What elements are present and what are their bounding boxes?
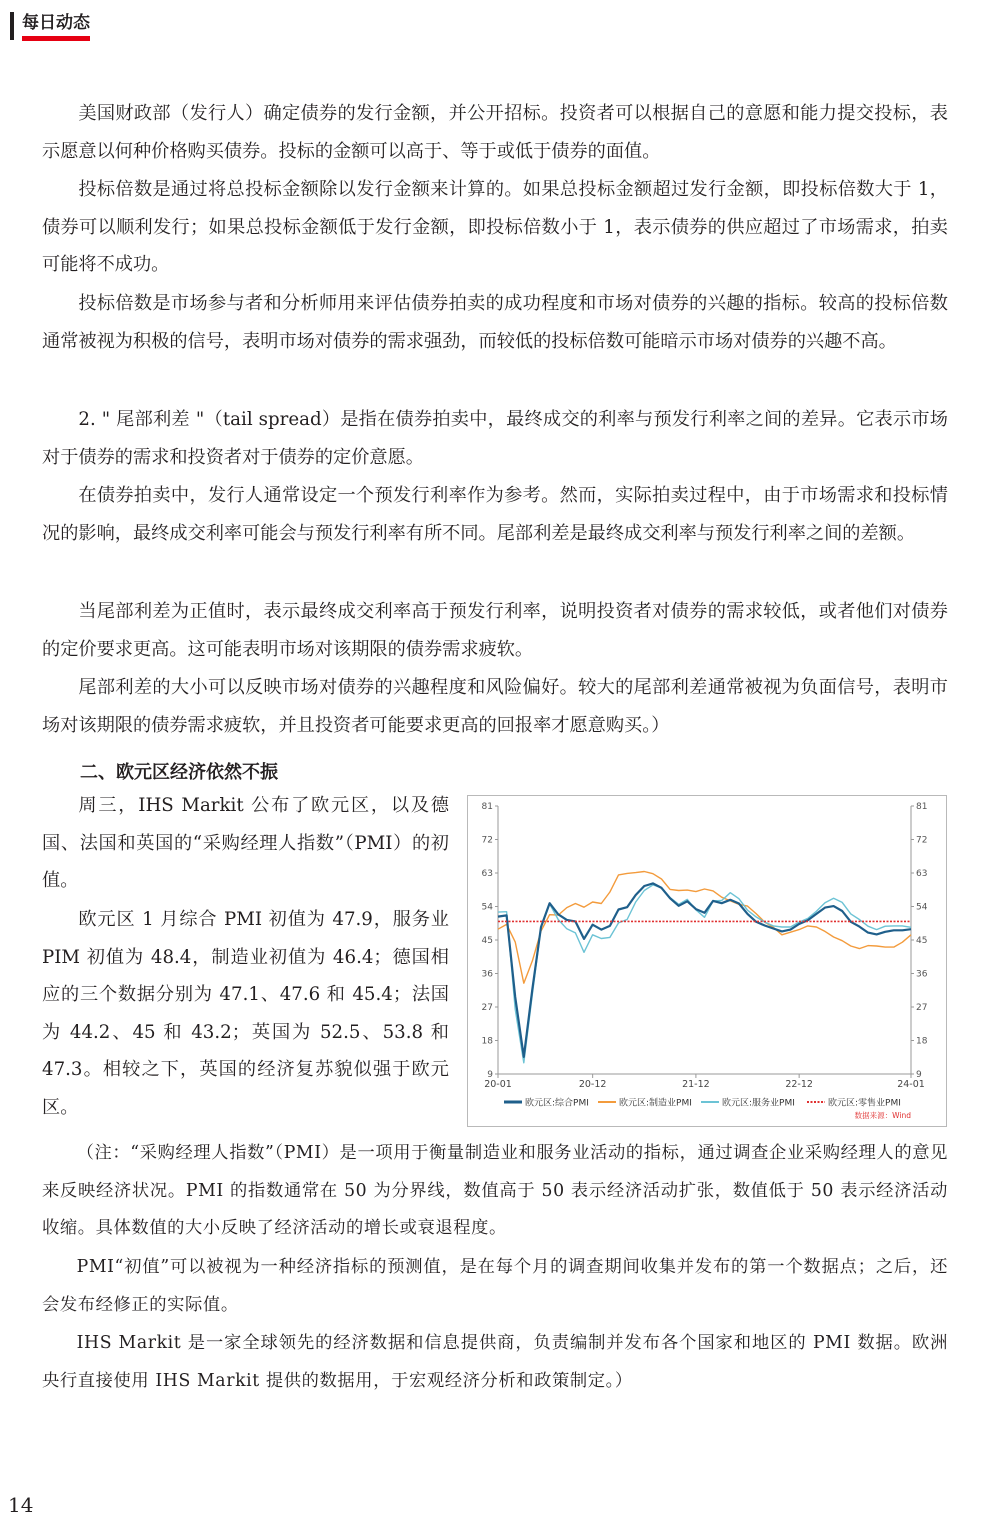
note-paragraph-1: （注：“采购经理人指数”（PMI）是一项用于衡量制造业和服务业活动的指标，通过调查企业采购经理人的意见来反映经济状况。PMI 的指数通常在 50 为分界线，数值高于 50 表示经济活动扩张，数值低于 50 表示经济活动收缩。具体数值的大小反映了经济活动的增长或衰退程度。	[42, 1143, 948, 1238]
x-tick-label: 20-01	[484, 1079, 512, 1090]
x-tick-label: 21-12	[682, 1079, 710, 1090]
pmi-chart-svg	[468, 796, 946, 1126]
side-paragraph-2: 欧元区 1 月综合 PMI 初值为 47.9，服务业 PIM 初值为 48.4，制造业初值为 46.4；德国相应的三个数据分别为 47.1、47.6 和 45.4；法国为 44.2、45 和 43.2；英国为 52.5、53.8 和 47.3。相较之下，英国的经济复苏貌似强于欧元区。	[42, 909, 449, 1118]
pmi-chart	[467, 795, 947, 1127]
series-line-composite	[498, 883, 911, 1057]
y-tick-label-right: 45	[916, 936, 928, 946]
paragraph-6: 当尾部利差为正值时，表示最终成交利率高于预发行利率，说明投资者对债券的需求较低，或者他们对债券的定价要求更高。这可能表明市场对该期限的债券需求疲软。	[42, 601, 948, 660]
y-tick-label-right: 9	[916, 1070, 922, 1080]
y-tick-label-left: 45	[481, 936, 493, 946]
paragraph-5: 在债券拍卖中，发行人通常设定一个预发行利率作为参考。然而，实际拍卖过程中，由于市场需求和投标情况的影响，最终成交利率可能会与预发行利率有所不同。尾部利差是最终成交利率与预发行利率之间的差额。	[42, 485, 948, 544]
y-tick-label-right: 63	[916, 869, 928, 879]
y-tick-label-left: 54	[481, 902, 493, 913]
y-tick-label-right: 27	[916, 1003, 928, 1013]
paragraph-2: 投标倍数是通过将总投标金额除以发行金额来计算的。如果总投标金额超过发行金额，即投标倍数大于 1，债券可以顺利发行；如果总投标金额低于发行金额，即投标倍数小于 1，表示债券的供应超过了市场需求，拍卖可能将不成功。	[42, 179, 948, 275]
y-tick-label-left: 81	[481, 802, 493, 812]
header-title: 每日动态	[22, 13, 90, 33]
series-line-manufacturing	[498, 872, 911, 984]
y-tick-label-right: 54	[916, 902, 928, 913]
legend-label-retail: 欧元区:零售业PMI	[828, 1098, 901, 1109]
x-tick-label: 24-01	[897, 1079, 925, 1090]
y-tick-label-right: 36	[916, 969, 928, 980]
paragraph-7: 尾部利差的大小可以反映市场对债券的兴趣程度和风险偏好。较大的尾部利差通常被视为负面信号，表明市场对该期限的债券需求疲软，并且投资者可能要求更高的回报率才愿意购买。）	[42, 677, 948, 736]
side-paragraph-1: 周三，IHS Markit 公布了欧元区，以及德国、法国和英国的“采购经理人指数”（PMI）的初值。	[42, 795, 449, 891]
y-tick-label-right: 72	[916, 835, 928, 846]
chart-source: 数据来源：Wind	[854, 1111, 911, 1120]
page-number: 14	[8, 1493, 34, 1517]
y-tick-label-left: 36	[481, 969, 493, 980]
paragraph-1: 美国财政部（发行人）确定债券的发行金额，并公开招标。投资者可以根据自己的意愿和能力提交投标，表示愿意以何种价格购买债券。投标的金额可以高于、等于或低于债券的面值。	[42, 103, 948, 162]
paragraph-3: 投标倍数是市场参与者和分析师用来评估债券拍卖的成功程度和市场对债券的兴趣的指标。较高的投标倍数通常被视为积极的信号，表明市场对债券的需求强劲，而较低的投标倍数可能暗示市场对债券的兴趣不高。	[42, 293, 948, 352]
y-tick-label-right: 18	[916, 1036, 928, 1047]
header-underline	[22, 36, 90, 41]
note-paragraph-3: IHS Markit 是一家全球领先的经济数据和信息提供商，负责编制并发布各个国家和地区的 PMI 数据。欧洲央行直接使用 IHS Markit 提供的数据用，于宏观经济分析和政策制定。）	[42, 1333, 948, 1391]
legend-label-services: 欧元区:服务业PMI	[722, 1098, 795, 1109]
y-tick-label-left: 27	[481, 1003, 493, 1013]
y-tick-label-left: 63	[481, 869, 493, 879]
legend-label-manufacturing: 欧元区:制造业PMI	[619, 1098, 692, 1109]
note-paragraph-2: PMI“初值”可以被视为一种经济指标的预测值，是在每个月的调查期间收集并发布的第一个数据点；之后，还会发布经修正的实际值。	[42, 1257, 948, 1315]
y-tick-label-right: 81	[916, 802, 928, 812]
y-tick-label-left: 18	[481, 1036, 493, 1047]
x-tick-label: 20-12	[578, 1079, 607, 1090]
header-bar	[10, 12, 14, 40]
legend-label-composite: 欧元区:综合PMI	[525, 1098, 589, 1109]
section-heading: 二、欧元区经济依然不振	[80, 762, 278, 783]
y-tick-label-left: 72	[481, 835, 493, 846]
y-tick-label-left: 9	[487, 1070, 493, 1080]
x-tick-label: 22-12	[785, 1079, 813, 1090]
paragraph-4: 2. " 尾部利差 "（tail spread）是指在债券拍卖中，最终成交的利率与预发行利率之间的差异。它表示市场对于债券的需求和投资者对于债券的定价意愿。	[42, 409, 948, 468]
